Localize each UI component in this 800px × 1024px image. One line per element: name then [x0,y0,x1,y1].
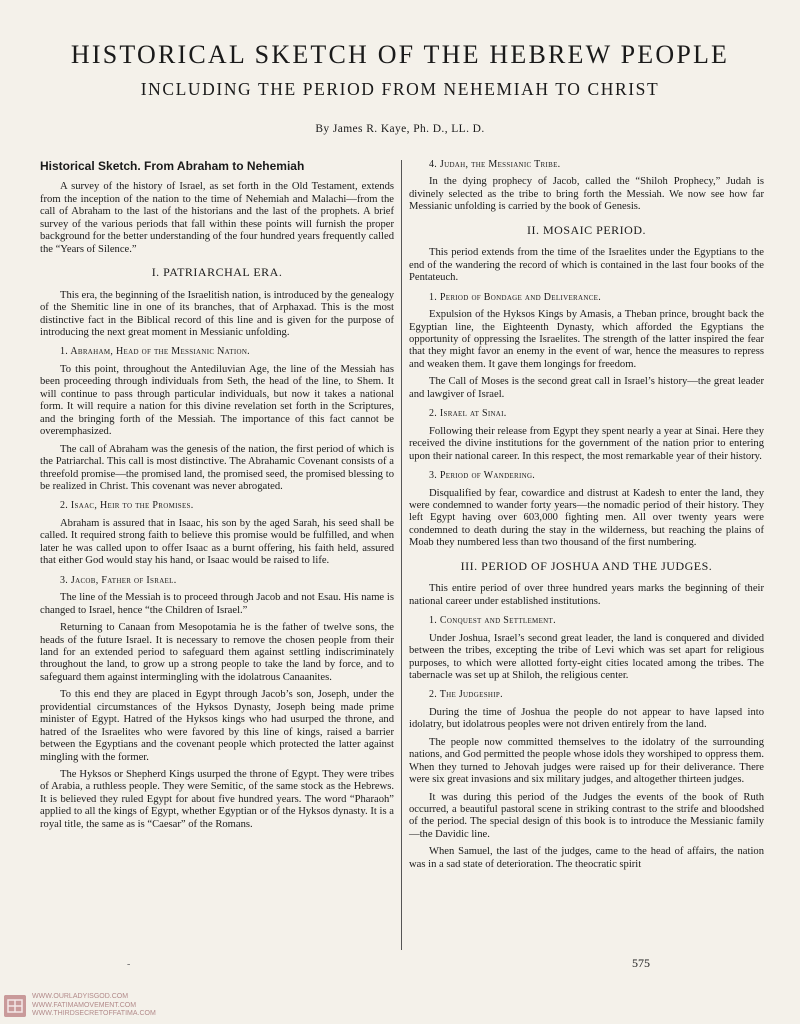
paragraph: In the dying prophecy of Jacob, called the “Shiloh Prophecy,” Judah is divinely selected as the tribe to bring forth the Messiah. We now see how far Messianic unfolding is carried by the book of Genesis. [409,176,764,213]
author-byline: By James R. Kaye, Ph. D., LL. D. [315,123,485,135]
paragraph: Abraham is assured that in Isaac, his son by the aged Sarah, his seed shall be called. It required strong faith to believe this promise would be fulfilled, and when later he was called upon to offer Isaac as a burnt offering, his faith held, assured that either God would stay his hand, or Isaac would be raised to life. [40,517,394,567]
watermark [4,993,324,1019]
sub-title: INCLUDING THE PERIOD FROM NEHEMIAH TO CHRIST [140,79,660,99]
watermark-line[interactable]: WWW.OURLADYISGOD.COM [32,993,129,1000]
subsection-heading: 2. Israel at Sinai. [429,408,507,420]
paragraph: Under Joshua, Israel’s second great leader, the land is conquered and divided between the tribes, excepting the tribe of Levi which was set apart for religious purposes, to which were allotted forty-eight cities located among the tribes. The tabernacle was set up at Shiloh, the religious center. [409,632,764,681]
subsection-heading: 2. The Judgeship. [429,689,503,701]
page-number: 575 [632,956,650,970]
paragraph: Expulsion of the Hyksos Kings by Amasis, a Theban prince, brought back the Egyptian line, the Eighteenth Dynasty, which afforded the Egyptians the opportunity of oppressing the Israelites. The strength of the latter inspired the fear that they might favor an enemy in the event of war, hence the measures to repress and weaken them. It gave them longings for freedom. [409,309,764,370]
paragraph: Returning to Canaan from Mesopotamia he is the father of twelve sons, the heads of the future Israel. It is necessary to remove the chosen people from their land for an extended period to safeguard them against settling indiscriminately throughout the land, to grow up a strong people to take the land by force, and to safeguard them against intermingling with the idolatrous Canaanites. [40,622,394,683]
subsection-heading: 4. Judah, the Messianic Tribe. [429,159,561,170]
paragraph: Disqualified by fear, cowardice and distrust at Kadesh to enter the land, they were condemned to wander forty years—the nomadic period of their history. They left Egypt having over 603,000 fighting men. All over twenty years were condemned to death during the stay in the wilderness, but reaching the plains of Moab they numbered less than two thousand of the first numbering. [409,487,764,549]
paragraph: This period extends from the time of the Israelites under the Egyptians to the end of the wandering the record of which is contained in the last four books of the Pentateuch. [409,247,764,284]
era-heading: I. PATRIARCHAL ERA. [151,265,283,280]
watermark-text [32,993,156,1019]
era-heading: II. MOSAIC PERIOD. [526,222,646,237]
subsection-heading: 1. Conquest and Settlement. [429,615,556,627]
watermark-logo-icon [4,995,26,1017]
main-title: HISTORICAL SKETCH OF THE HEBREW PEOPLE [70,40,730,69]
subsection-heading: 2. Isaac, Heir to the Promises. [60,500,194,512]
paragraph: It was during this period of the Judges the events of the book of Ruth occurred, a beautiful pastoral scene in striking contrast to the strife and bloodshed of the period. The special design of this book is to introduce the Messianic family—the Davidic line. [409,791,764,840]
subsection-heading: 3. Period of Wandering. [429,470,536,482]
footer-dash: - [127,959,131,970]
paragraph: The people now committed themselves to the idolatry of the surrounding nations, and God permitted the people whose idols they worshiped to oppress them. When they turned to Jehovah judges were raised up for their deliverance. There were six great invasions and six military judges, and altogether thirteen judges. [409,736,764,786]
paragraph: The Hyksos or Shepherd Kings usurped the throne of Egypt. They were tribes of Arabia, a ruthless people. They were Semitic, of the same stock as the Hebrews. It is believed they ruled Egypt for about five hundred years. The word “Pharaoh” applied to all the kings of Egypt, whether Egyptian or of the Hyksos dynasty. It is a royal title, the same as is “Caesar” of the Romans. [40,769,394,830]
right-column [409,157,764,876]
subsection-heading: 3. Jacob, Father of Israel. [60,574,177,586]
paragraph: This era, the beginning of the Israelitish nation, is introduced by the genealogy of the Shemitic line in one of its branches, that of Arphaxad. This is the most distinctive fact in the Biblical record of this line and is given for the purpose of introducing the next great moment in Messianic unfolding. [40,289,394,338]
paragraph: A survey of the history of Israel, as set forth in the Old Testament, extends from the inception of the nation to the time of Nehemiah and Malachi—from the call of Abraham to the last of the historians and the last of the prophets. A brief survey of the various periods that fall within these points will furnish the proper background for the better understanding of the four hundred years frequently called the “Years of Silence.” [40,181,394,255]
paragraph: The line of the Messiah is to proceed through Jacob and not Esau. His name is changed to Israel, hence “the Children of Israel.” [40,592,394,616]
paragraph: During the time of Joshua the people do not appear to have lapsed into idolatry, but idolatrous peoples were not driven entirely from the land. [409,706,764,731]
section-heading: Historical Sketch. From Abraham to Nehemiah [40,159,305,173]
watermark-line[interactable]: WWW.FATIMAMOVEMENT.COM [32,1001,137,1009]
column-divider [401,160,402,950]
paragraph: When Samuel, the last of the judges, came to the head of affairs, the nation was in a sad state of deterioration. The theocratic spirit [409,846,764,870]
subsection-heading: 1. Period of Bondage and Deliverance. [429,291,602,303]
era-heading: III. PERIOD OF JOSHUA AND THE JUDGES. [460,558,713,573]
paragraph: The Call of Moses is the second great call in Israel’s history—the great leader and lawgiver of Israel. [409,376,764,400]
subsection-heading: 1. Abraham, Head of the Messianic Nation. [60,346,250,358]
watermark-line[interactable]: WWW.THIRDSECRETOFFATIMA.COM [32,1010,156,1017]
paragraph: This entire period of over three hundred years marks the beginning of their national career under established institutions. [409,583,764,607]
paragraph: To this point, throughout the Antediluvian Age, the line of the Messiah has been proceeding through individuals from Seth, the head of the line, to Shem. It will continue to pass through particular individuals, but now it takes a national form. It will require a nation for this divine revelation set forth in the Scriptures, and the bringing forth of the Messiah. The importance of this fact cannot be overemphasized. [40,363,394,438]
paragraph: Following their release from Egypt they spent nearly a year at Sinai. Here they received the divine institutions for the government of the nation prior to entering upon their national career. In this respect, the most remarkable year of their history. [409,425,764,462]
paragraph: The call of Abraham was the genesis of the nation, the first period of which is the Patriarchal. This call is most distinctive. The Abrahamic Covenant consists of a threefold promise—the promised land, the promised seed, the promised blessing to be realized in Christ. This covenant was never abrogated. [40,443,394,492]
left-column [40,157,394,836]
paragraph: To this end they are placed in Egypt through Jacob’s son, Joseph, under the providential circumstances of the Hyksos Dynasty, Joseph being made prime minister of Egypt. Hatred of the Hyksos kings who had usurped the throne, and hatred of the Israelites who were favored by this line of kings, raised a barrier between the Egyptians and the covenant people which protected the latter against mingling with the former. [40,689,394,763]
